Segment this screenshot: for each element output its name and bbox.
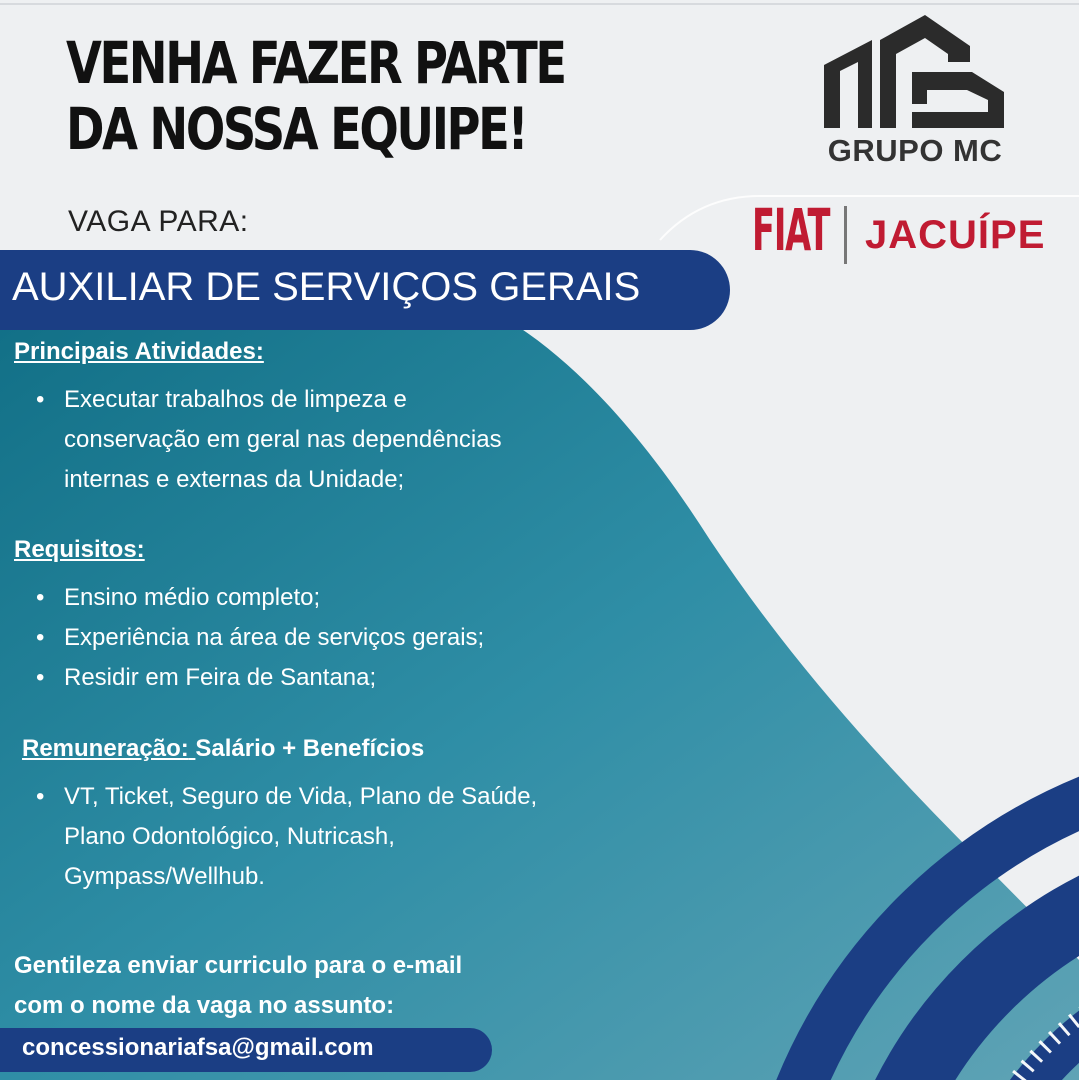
contact-line-2: com o nome da vaga no assunto: [14, 992, 395, 1019]
contact-line-1: Gentileza enviar curriculo para o e-mail [14, 952, 463, 979]
house-logo-icon [822, 10, 1008, 130]
list-item-continuation: Gympass/Wellhub. [64, 863, 265, 890]
job-title: AUXILIAR DE SERVIÇOS GERAIS [12, 265, 641, 309]
activities-title: Principais Atividades: [14, 338, 264, 365]
requirements-section [14, 536, 484, 698]
list-item: • Residir em Feira de Santana; [14, 658, 484, 698]
list-item-continuation: conservação em geral nas dependências [64, 426, 502, 453]
contact-instructions [14, 946, 462, 1026]
requirements-title: Requisitos: [14, 536, 145, 563]
list-item: • Experiência na área de serviços gerais; [14, 618, 484, 658]
dealer-logo [752, 196, 1046, 270]
headline-line-2: DA NOSSA EQUIPE! [66, 95, 527, 163]
list-item: • VT, Ticket, Seguro de Vida, Plano de Saúde, [22, 777, 537, 817]
compensation-subtitle: Salário + Benefícios [195, 735, 425, 762]
list-item-continuation: internas e externas da Unidade; [64, 466, 405, 493]
grupo-mc-logo [820, 10, 1010, 169]
dealer-name: JACUÍPE [865, 213, 1046, 257]
headline [66, 30, 565, 162]
group-name: GRUPO MC [827, 133, 1003, 168]
requirements-list [14, 578, 484, 698]
contact-email[interactable]: concessionariafsa@gmail.com [22, 1034, 374, 1061]
fiat-logo-text: FIAT [752, 196, 830, 264]
benefits-list [22, 777, 537, 897]
compensation-heading [22, 735, 537, 763]
activities-section [14, 338, 502, 500]
headline-line-1: VENHA FAZER PARTE [66, 29, 565, 97]
list-item: • Ensino médio completo; [14, 578, 484, 618]
activities-list [14, 380, 502, 500]
logo-divider [844, 206, 847, 264]
vaga-label: VAGA PARA: [68, 205, 249, 238]
compensation-section [22, 735, 537, 897]
list-item: • Executar trabalhos de limpeza e [14, 380, 502, 420]
compensation-title: Remuneração: [22, 735, 189, 762]
list-item-continuation: Plano Odontológico, Nutricash, [64, 823, 395, 850]
